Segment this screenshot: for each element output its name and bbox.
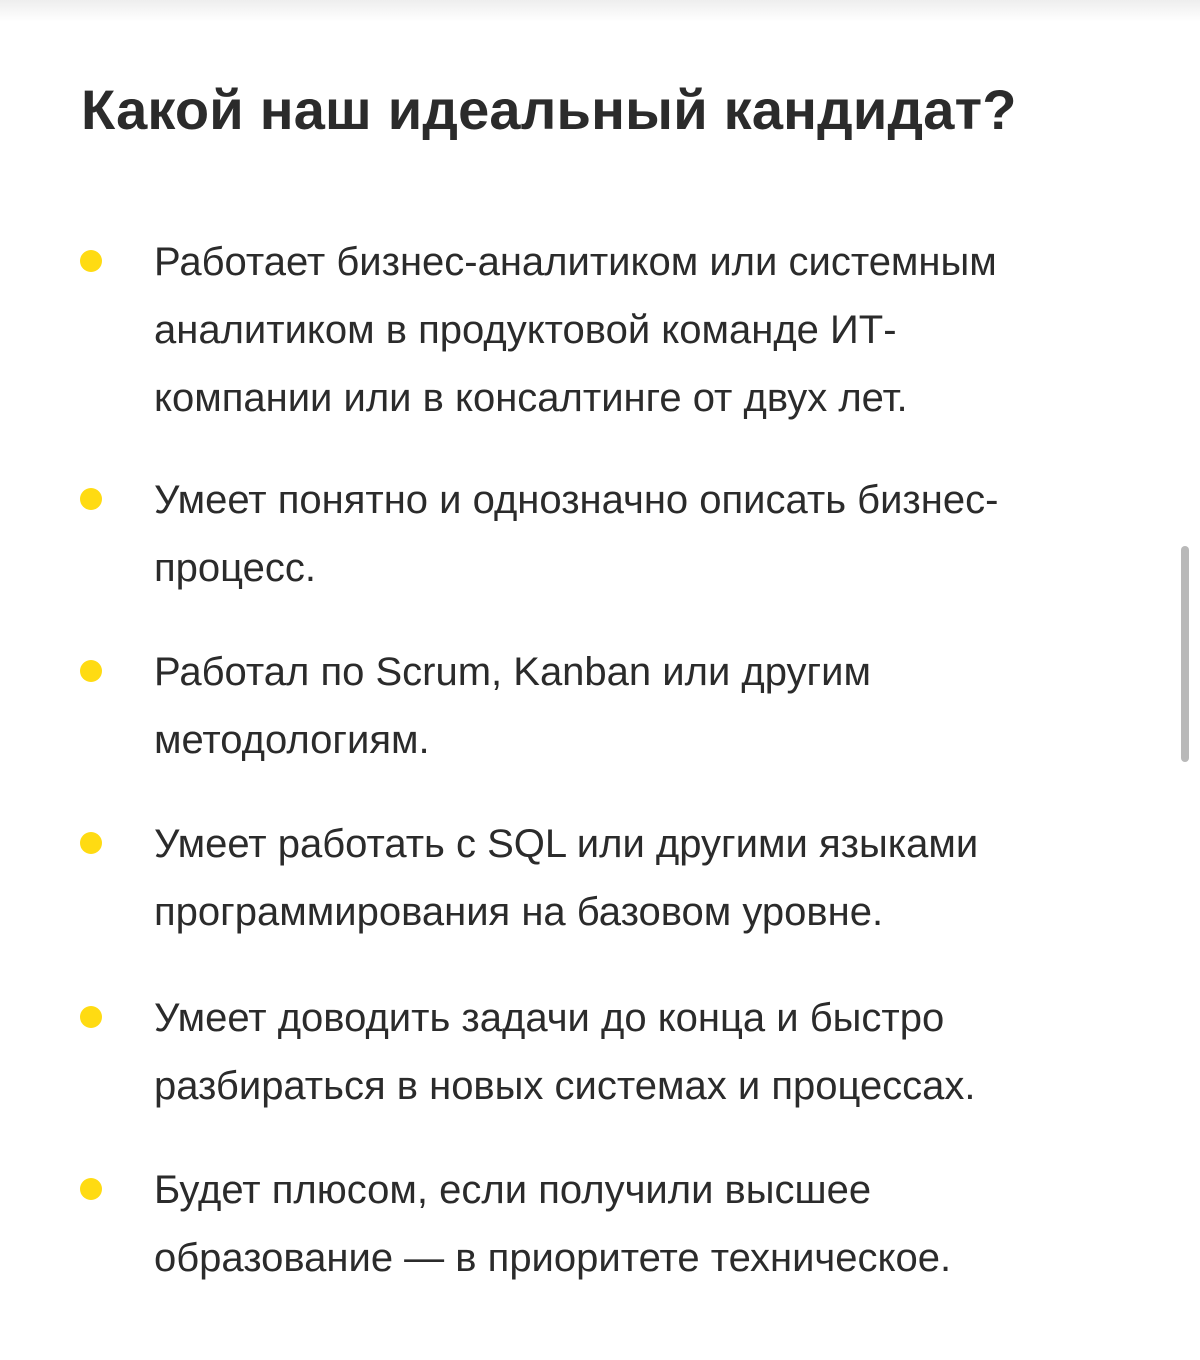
list-item-text: Умеет понятно и однозначно описать бизнес- процесс. (154, 478, 999, 590)
bullet-dot-icon (80, 660, 102, 682)
vertical-scrollbar[interactable] (1181, 546, 1189, 762)
bullet-dot-icon (80, 250, 102, 272)
list-item-text: Умеет доводить задачи до конца и быстро разбираться в новых системах и процессах. (154, 996, 976, 1108)
bullet-dot-icon (80, 832, 102, 854)
bullet-dot-icon (80, 1006, 102, 1028)
list-item-text: Умеет работать с SQL или другими языками программирования на базовом уровне. (154, 822, 979, 934)
list-item-text: Работал по Scrum, Kanban или другим методологиям. (154, 650, 871, 762)
bullet-dot-icon (80, 488, 102, 510)
bullet-dot-icon (80, 1178, 102, 1200)
list-item-text: Будет плюсом, если получили высшее образование — в приоритете техническое. (154, 1168, 952, 1280)
list-item-text: Работает бизнес-аналитиком или системным аналитиком в продуктовой команде ИТ- компании или в консалтинге от двух лет. (154, 240, 997, 420)
section-title: Какой наш идеальный кандидат? (81, 78, 1017, 141)
